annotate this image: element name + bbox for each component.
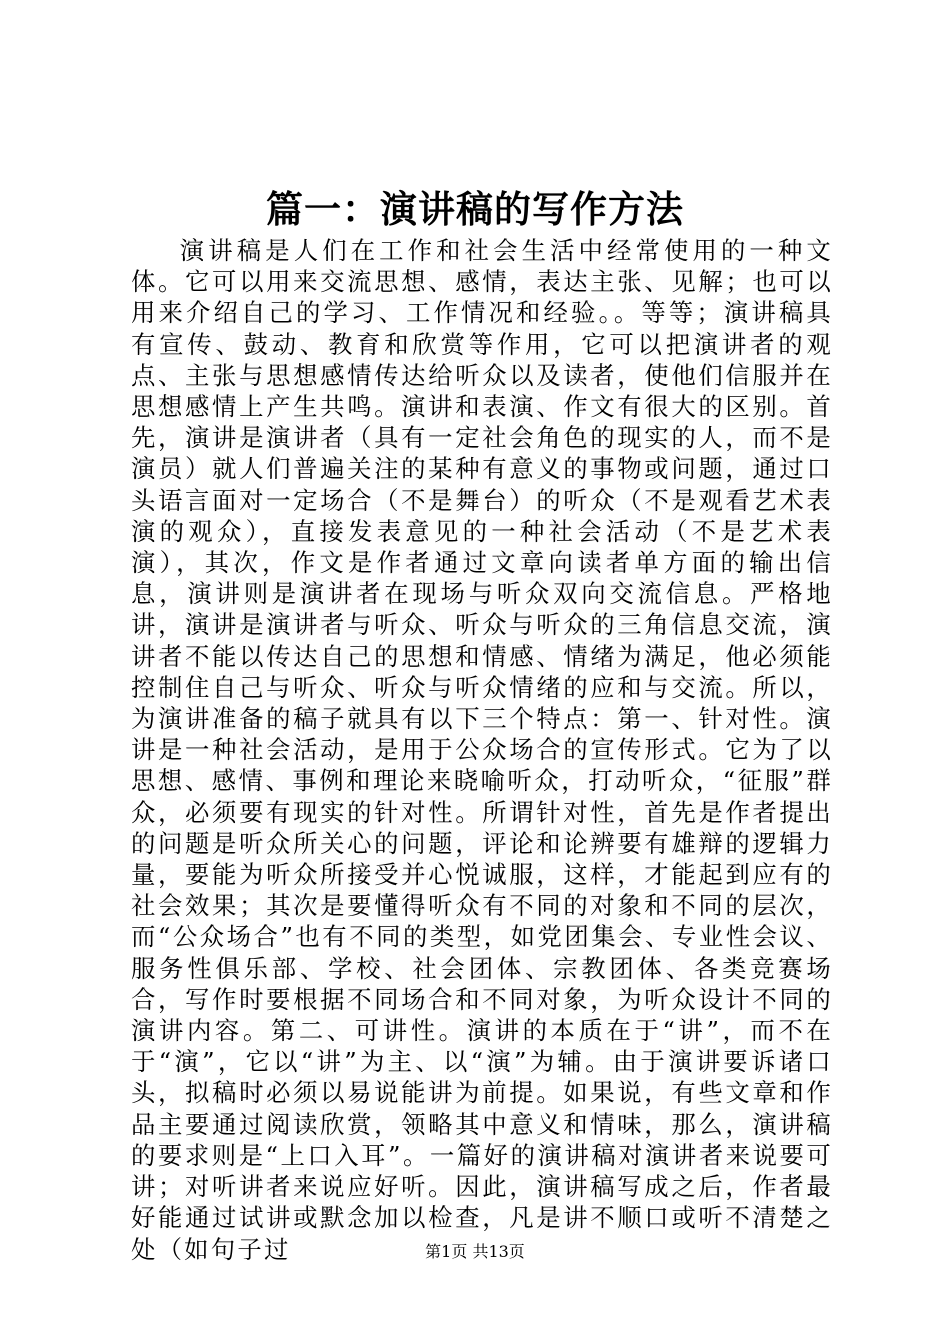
body-paragraph: 演讲稿是人们在工作和社会生活中经常使用的一种文体。它可以用来交流思想、感情，表达主张、见解；也可以用来介绍自己的学习、工作情况和经验。。等等；演讲稿具有宣传、鼓动、教育和欣赏等作用，它可以把演讲者的观点、主张与思想感情传达给听众以及读者，使他们信服并在思想感情上产生共鸣。演讲和表演、作文有很大的区别。首先，演讲是演讲者（具有一定社会角色的现实的人，而不是演员）就人们普遍关注的某种有意义的事物或问题，通过口头语言面对一定场合（不是舞台）的听众（不是观看艺术表演的观众），直接发表意见的一种社会活动（不是艺术表演），其次，作文是作者通过文章向读者单方面的输出信息，演讲则是演讲者在现场与听众双向交流信息。严格地讲，演讲是演讲者与听众、听众与听众的三角信息交流，演讲者不能以传达自己的思想和情感、情绪为满足，他必须能控制住自己与听众、听众与听众情绪的应和与交流。所以，为演讲准备的稿子就具有以下三个特点：第一、针对性。演讲是一种社会活动，是用于公众场合的宣传形式。它为了以思想、感情、事例和理论来晓喻听众，打动听众，“征服”群众，必须要有现实的针对性。所谓针对性，首先是作者提出的问题是听众所关心的问题，评论和论辨要有雄辩的逻辑力量，要能为听众所接受并心悦诚服，这样，才能起到应有的社会效果；其次是要懂得听众有不同的对象和不同的层次，而“公众场合”也有不同的类型，如党团集会、专业性会议、服务性俱乐部、学校、社会团体、宗教团体、各类竞赛场合，写作时要根据不同场合和不同对象，为听众设计不同的演讲内容。第二、可讲性。演讲的本质在于“讲”，而不在于“演”，它以“讲”为主、以“演”为辅。由于演讲要诉诸口头，拟稿时必须以易说能讲为前提。如果说，有些文章和作品主要通过阅读欣赏，领略其中意义和情味，那么，演讲稿的要求则是“上口入耳”。一篇好的演讲稿对演讲者来说要可讲；对听讲者来说应好听。因此，演讲稿写成之后，作者最好能通过试讲或默念加以检查，凡是讲不顺口或听不清楚之处（如句子过: [131, 236, 833, 1264]
page-number-footer: 第1页 共13页: [425, 1242, 525, 1261]
document-title: 篇一：演讲稿的写作方法: [266, 187, 684, 231]
